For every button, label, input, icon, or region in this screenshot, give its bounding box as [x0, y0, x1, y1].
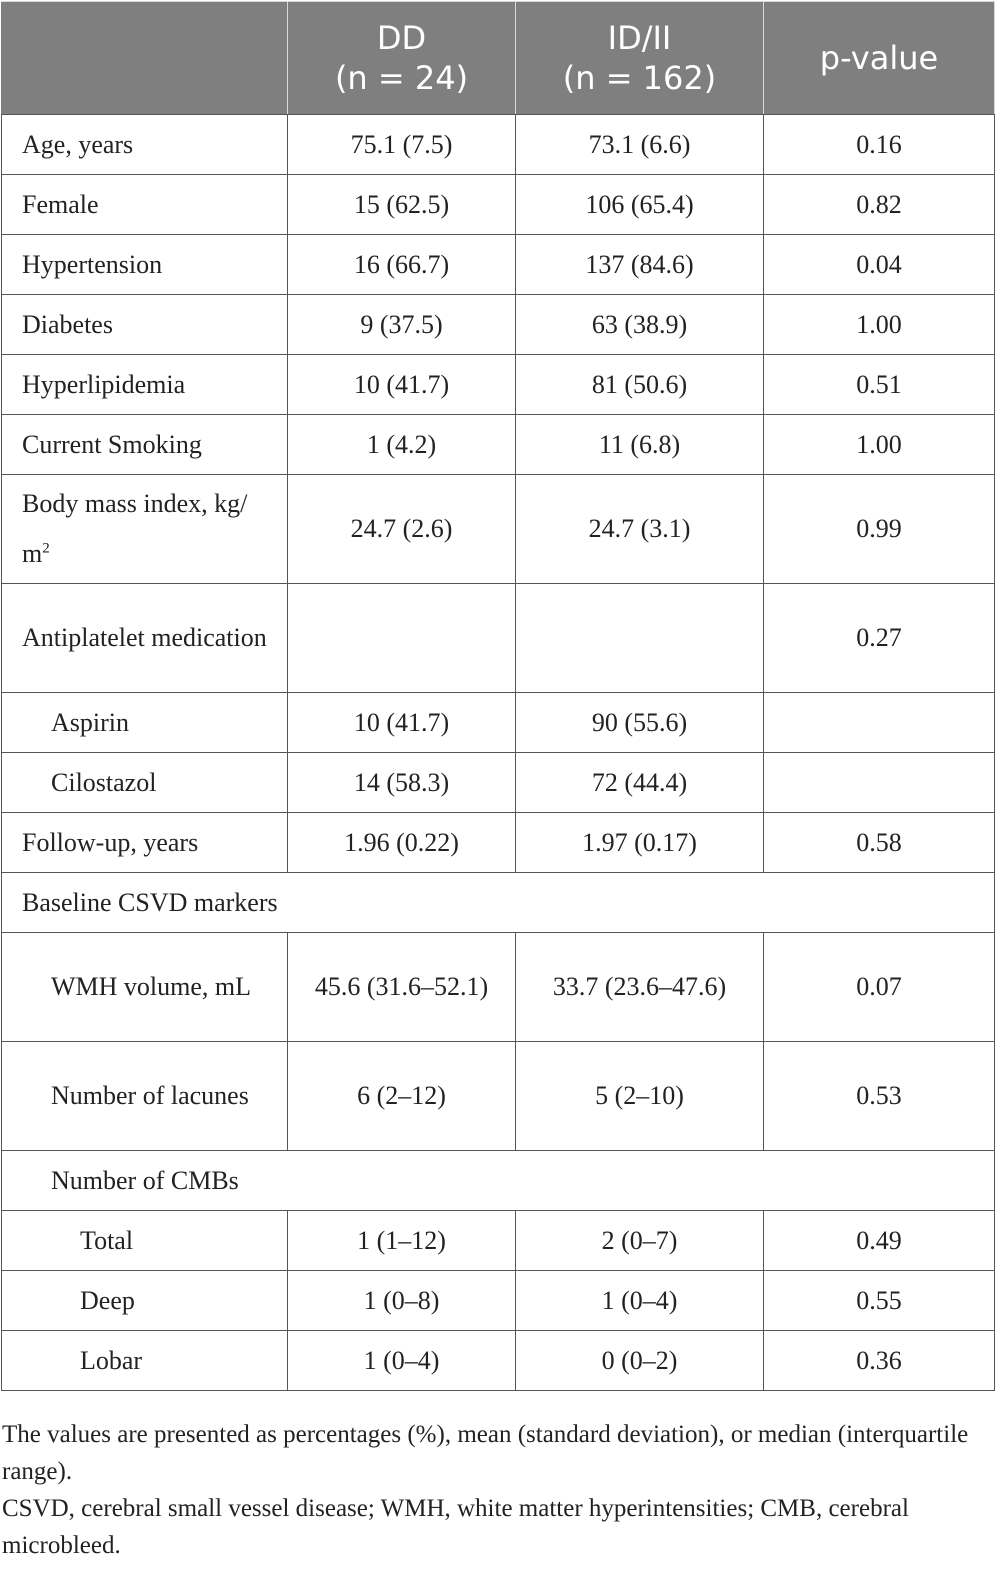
id-value: 137 (84.6): [516, 235, 764, 295]
dd-value: [288, 584, 516, 693]
table-row: [2, 1331, 995, 1391]
dd-value: 14 (58.3): [288, 753, 516, 813]
table-row: [2, 933, 995, 1042]
id-value: 11 (6.8): [516, 415, 764, 475]
id-value: 90 (55.6): [516, 693, 764, 753]
row-label: Hyperlipidemia: [2, 355, 288, 415]
p-value: 1.00: [764, 295, 995, 355]
dd-value: 9 (37.5): [288, 295, 516, 355]
id-value: 72 (44.4): [516, 753, 764, 813]
row-label: Antiplatelet medication: [2, 584, 288, 693]
p-value: [764, 753, 995, 813]
table-row: [2, 584, 995, 693]
row-label: Hypertension: [2, 235, 288, 295]
p-value: 0.51: [764, 355, 995, 415]
footnote-values: The values are presented as percentages (%), mean (standard deviation), or median (interquartile range).: [2, 1421, 969, 1485]
dd-value: 1 (1–12): [288, 1211, 516, 1271]
table-row: [2, 813, 995, 873]
header-id: [516, 2, 764, 115]
id-value: 63 (38.9): [516, 295, 764, 355]
header-blank-cell: [2, 2, 288, 115]
id-value: 1.97 (0.17): [516, 813, 764, 873]
header-row: [2, 2, 995, 115]
characteristics-table: [1, 1, 995, 1391]
id-value: 106 (65.4): [516, 175, 764, 235]
table-row: [2, 753, 995, 813]
table-row: [2, 1211, 995, 1271]
row-label: Female: [2, 175, 288, 235]
id-value: 81 (50.6): [516, 355, 764, 415]
dd-value: 10 (41.7): [288, 355, 516, 415]
id-value: 33.7 (23.6–47.6): [516, 933, 764, 1042]
dd-value: 24.7 (2.6): [288, 475, 516, 584]
p-value: 0.55: [764, 1271, 995, 1331]
p-value: 1.00: [764, 415, 995, 475]
row-label: Lobar: [2, 1331, 288, 1391]
dd-value: 1 (4.2): [288, 415, 516, 475]
p-value: 0.53: [764, 1042, 995, 1151]
id-value: 5 (2–10): [516, 1042, 764, 1151]
header-dd-n: (n = 24): [334, 59, 469, 97]
section-row: [2, 873, 995, 933]
row-label: Diabetes: [2, 295, 288, 355]
p-value: 0.27: [764, 584, 995, 693]
table-row: [2, 235, 995, 295]
row-label: Age, years: [2, 115, 288, 175]
table-row: [2, 355, 995, 415]
table-row: [2, 693, 995, 753]
row-label: Follow-up, years: [2, 813, 288, 873]
p-value: 0.07: [764, 933, 995, 1042]
row-label-line1: Body mass index, kg/: [22, 489, 248, 518]
dd-value: 1 (0–4): [288, 1331, 516, 1391]
p-value: 0.82: [764, 175, 995, 235]
superscript-2: 2: [42, 540, 50, 557]
section-row: [2, 1151, 995, 1211]
header-p-label: p-value: [819, 39, 939, 77]
row-label: [2, 475, 288, 584]
dd-value: 1.96 (0.22): [288, 813, 516, 873]
table-row: [2, 1271, 995, 1331]
header-p-value: [764, 2, 995, 115]
header-id-label: ID/II: [607, 19, 672, 57]
dd-value: 16 (66.7): [288, 235, 516, 295]
table-row: [2, 175, 995, 235]
table-row: [2, 475, 995, 584]
table-row: [2, 295, 995, 355]
header-id-n: (n = 162): [562, 59, 717, 97]
p-value: [764, 693, 995, 753]
dd-value: 15 (62.5): [288, 175, 516, 235]
id-value: [516, 584, 764, 693]
id-value: 73.1 (6.6): [516, 115, 764, 175]
row-label: Number of lacunes: [2, 1042, 288, 1151]
id-value: 0 (0–2): [516, 1331, 764, 1391]
dd-value: 1 (0–8): [288, 1271, 516, 1331]
section-label: Baseline CSVD markers: [2, 873, 995, 933]
footnote-abbreviations: CSVD, cerebral small vessel disease; WMH, white matter hyperintensities; CMB, cerebral microbleed.: [2, 1495, 909, 1559]
header-dd: [288, 2, 516, 115]
row-label: Cilostazol: [2, 753, 288, 813]
table-row: [2, 415, 995, 475]
p-value: 0.04: [764, 235, 995, 295]
row-label-line2: m: [22, 539, 43, 568]
p-value: 0.36: [764, 1331, 995, 1391]
row-label: Aspirin: [2, 693, 288, 753]
section-label: Number of CMBs: [2, 1151, 995, 1211]
row-label: Current Smoking: [2, 415, 288, 475]
p-value: 0.58: [764, 813, 995, 873]
table-row: [2, 115, 995, 175]
dd-value: 45.6 (31.6–52.1): [288, 933, 516, 1042]
p-value: 0.99: [764, 475, 995, 584]
dd-value: 10 (41.7): [288, 693, 516, 753]
header-dd-label: DD: [376, 19, 427, 57]
id-value: 2 (0–7): [516, 1211, 764, 1271]
row-label: Total: [2, 1211, 288, 1271]
p-value: 0.16: [764, 115, 995, 175]
id-value: 1 (0–4): [516, 1271, 764, 1331]
id-value: 24.7 (3.1): [516, 475, 764, 584]
row-label: WMH volume, mL: [2, 933, 288, 1042]
dd-value: 6 (2–12): [288, 1042, 516, 1151]
dd-value: 75.1 (7.5): [288, 115, 516, 175]
row-label: Deep: [2, 1271, 288, 1331]
p-value: 0.49: [764, 1211, 995, 1271]
table-row: [2, 1042, 995, 1151]
